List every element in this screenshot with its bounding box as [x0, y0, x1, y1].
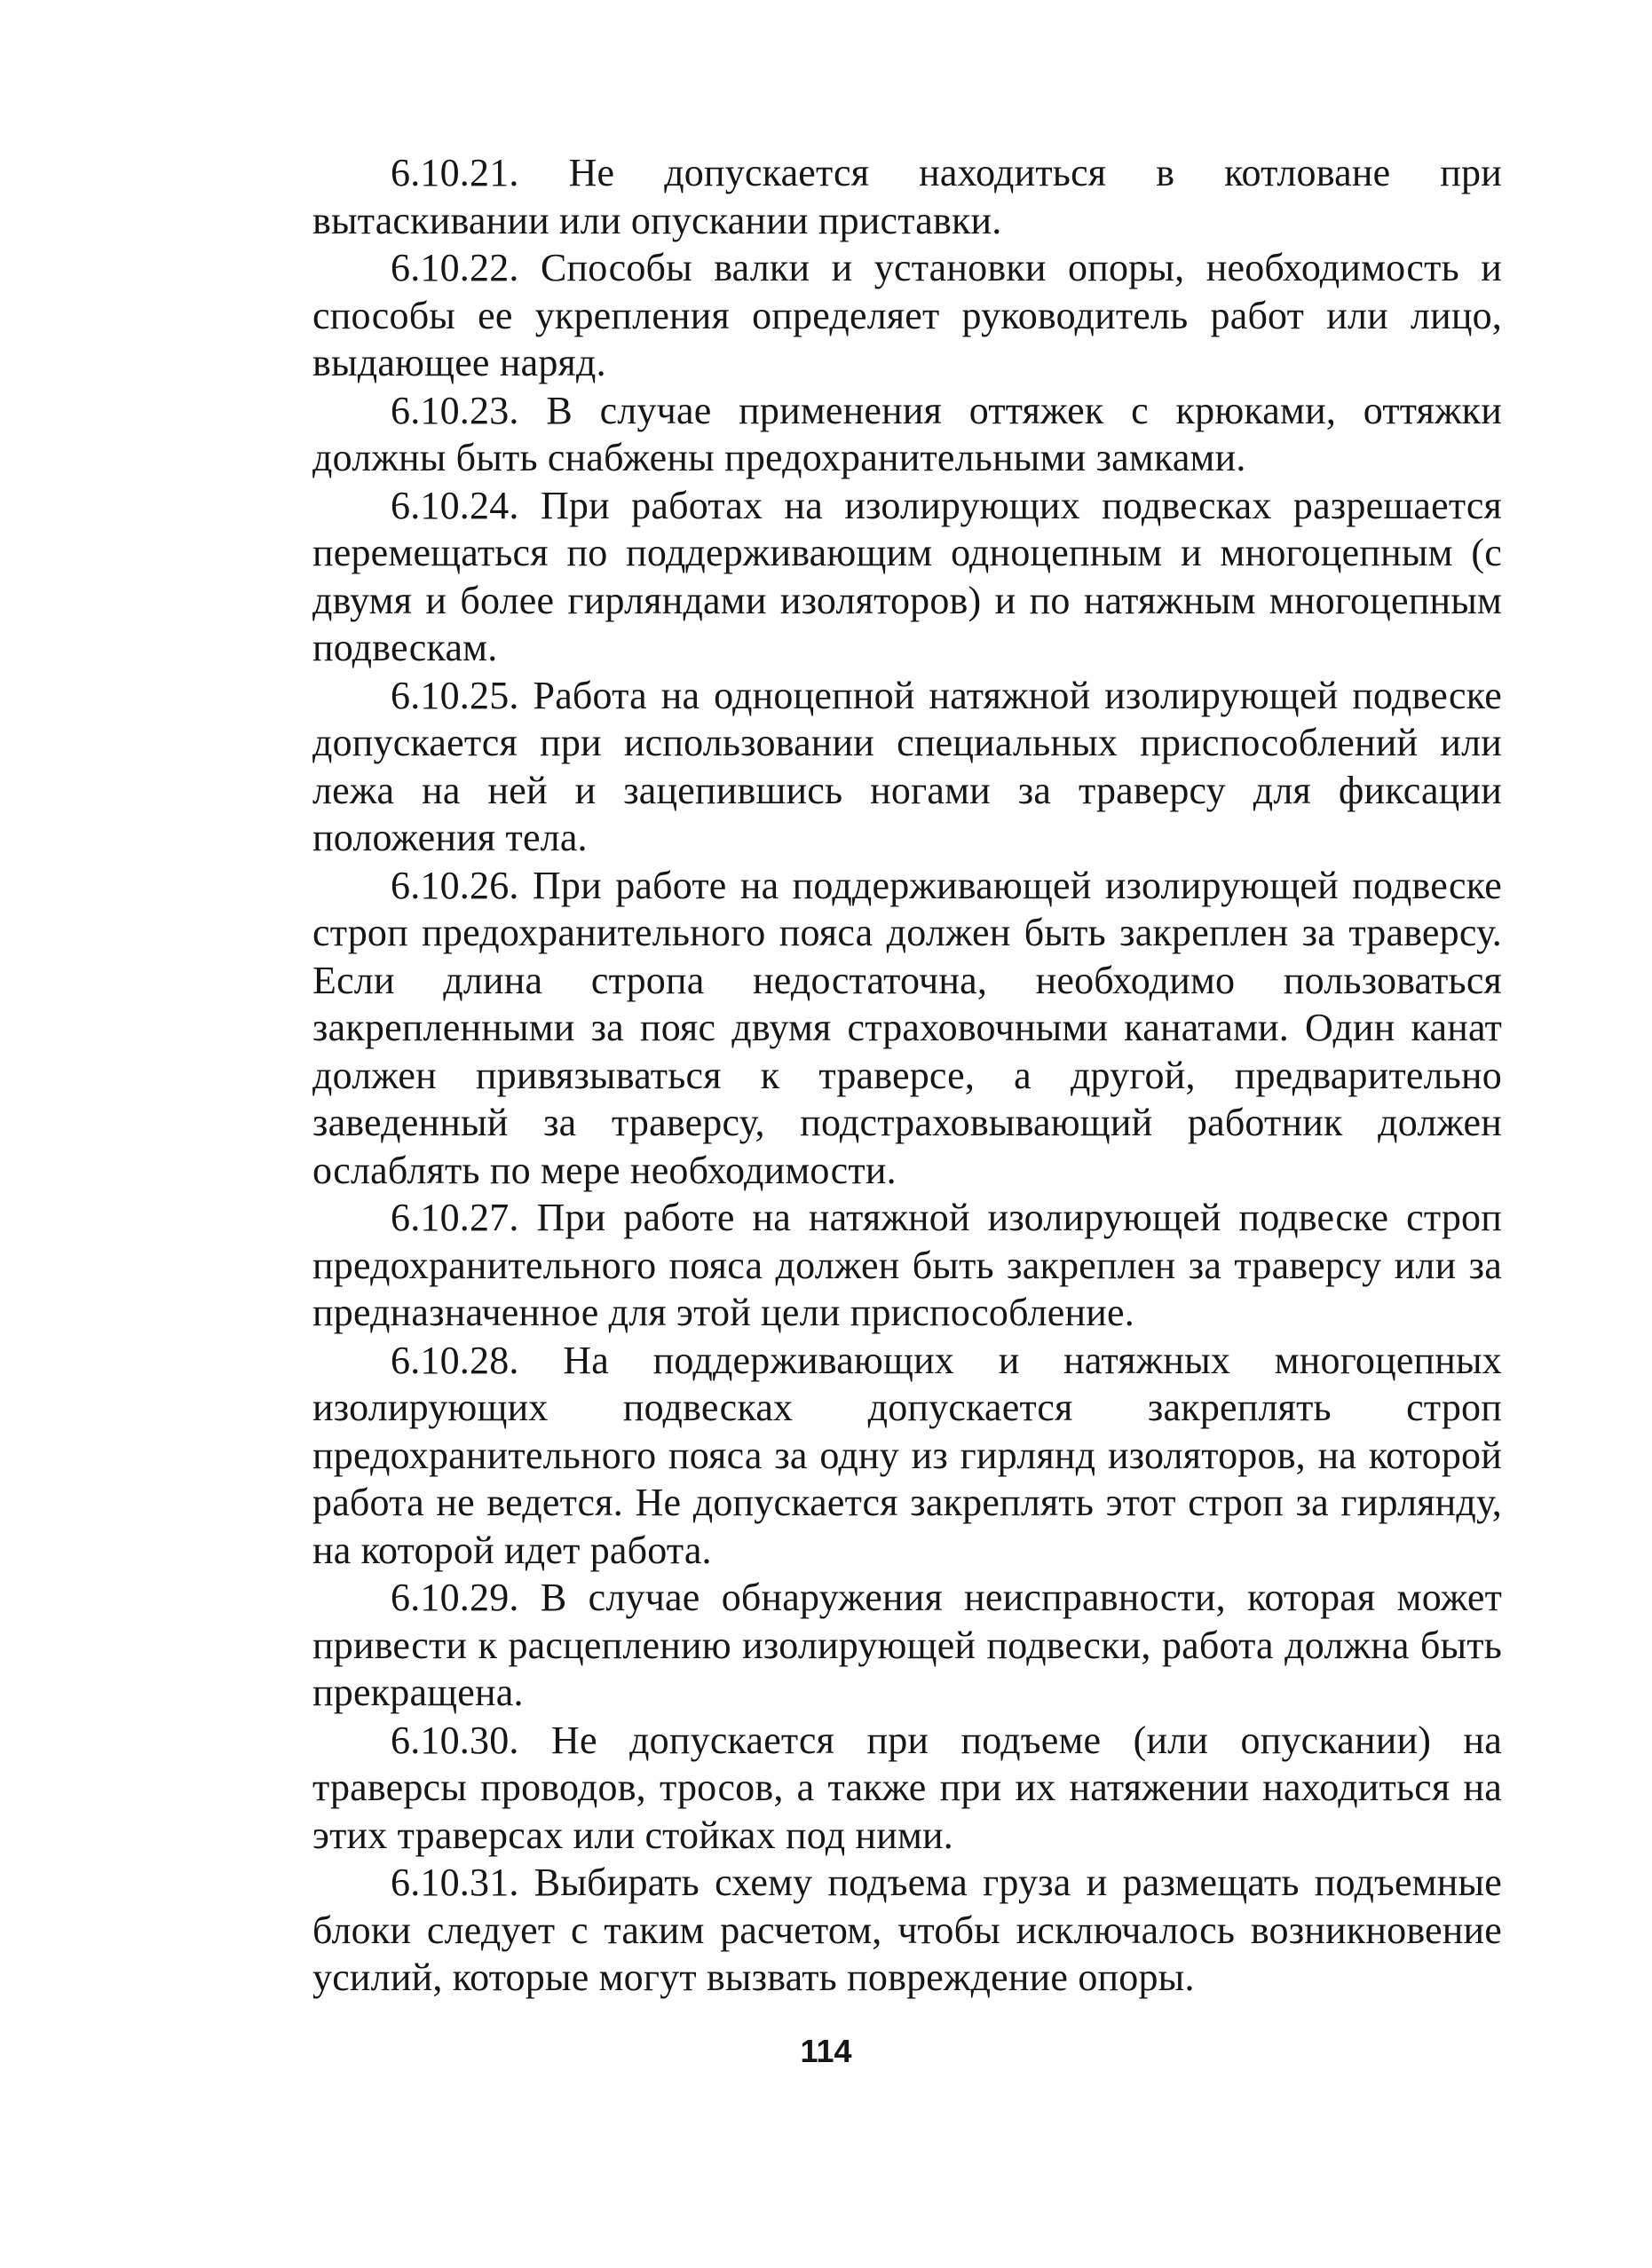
paragraph-number: 6.10.24. — [391, 483, 519, 527]
paragraph-number: 6.10.30. — [391, 1718, 519, 1762]
paragraph-number: 6.10.21. — [391, 151, 519, 194]
paragraph-text: Способы валки и установки опоры, необходимость и способы ее укрепления определяет руководитель работ или лицо, выдающее наряд. — [312, 246, 1502, 384]
paragraph-6-10-31 — [312, 1859, 1502, 2002]
paragraph-number: 6.10.31. — [391, 1861, 519, 1904]
paragraph-text: При работах на изолирующих подвесках разрешается перемещаться по поддерживающим одноцепным и многоцепным (с двумя и более гирляндами изоляторов) и по натяжным многоцепным подвескам. — [312, 483, 1502, 669]
paragraph-6-10-21 — [312, 149, 1502, 244]
paragraph-number: 6.10.25. — [391, 673, 519, 717]
paragraph-text: В случае применения оттяжек с крюками, оттяжки должны быть снабжены предохранительными замками. — [312, 388, 1502, 479]
paragraph-text: Выбирать схему подъема груза и размещать подъемные блоки следует с таким расчетом, чтобы исключалось возникновение усилий, которые могут вызвать повреждение опоры. — [312, 1861, 1503, 1999]
paragraph-number: 6.10.22. — [391, 246, 519, 289]
paragraph-6-10-30 — [312, 1717, 1502, 1860]
paragraph-number: 6.10.29. — [391, 1576, 519, 1619]
paragraph-text: Работа на одноцепной натяжной изолирующей подвеске допускается при использовании специальных приспособлений или лежа на ней и зацепившись ногами за траверсу для фиксации положения тела. — [312, 673, 1502, 859]
paragraph-text: Не допускается при подъеме (или опускании) на траверсы проводов, тросов, а также при их натяжении находиться на этих траверсах или стойках под ними. — [312, 1718, 1502, 1857]
paragraph-6-10-29 — [312, 1574, 1502, 1717]
page-number: 114 — [800, 2033, 852, 2069]
paragraph-6-10-28 — [312, 1337, 1502, 1575]
paragraph-text: Не допускается находиться в котловане при вытаскивании или опускании приставки. — [312, 151, 1502, 242]
paragraph-text: При работе на натяжной изолирующей подвеске строп предохранительного пояса должен быть закреплен за траверсу или за предназначенное для этой цели приспособление. — [312, 1196, 1503, 1334]
paragraph-6-10-25 — [312, 672, 1502, 862]
paragraph-number: 6.10.27. — [391, 1196, 519, 1239]
paragraph-6-10-24 — [312, 482, 1502, 672]
paragraph-text: В случае обнаружения неисправности, которая может привести к расцеплению изолирующей подвески, работа должна быть прекращена. — [312, 1576, 1503, 1714]
paragraph-number: 6.10.26. — [391, 863, 519, 907]
paragraph-number: 6.10.28. — [391, 1338, 519, 1382]
paragraph-6-10-22 — [312, 244, 1502, 387]
body-text — [312, 149, 1502, 2002]
paragraph-6-10-23 — [312, 387, 1502, 482]
paragraph-6-10-27 — [312, 1194, 1502, 1337]
paragraph-6-10-26 — [312, 862, 1502, 1195]
paragraph-text: На поддерживающих и натяжных многоцепных изолирующих подвесках допускается закреплять строп предохранительного пояса за одну из гирлянд изоляторов, на которой работа не ведется. Не допускается закреплять этот строп за гирлянду, на которой идет работа. — [312, 1338, 1503, 1572]
paragraph-text: При работе на поддерживающей изолирующей подвеске строп предохранительного пояса должен быть закреплен за траверсу. Если длина стропа недостаточна, необходимо пользоваться закрепленными за пояс двумя страховочными канатами. Один канат должен привязываться к траверсе, а другой, предварительно заведенный за траверсу, подстраховывающий работник должен ослаблять по мере необходимости. — [312, 863, 1502, 1192]
paragraph-number: 6.10.23. — [391, 388, 519, 432]
